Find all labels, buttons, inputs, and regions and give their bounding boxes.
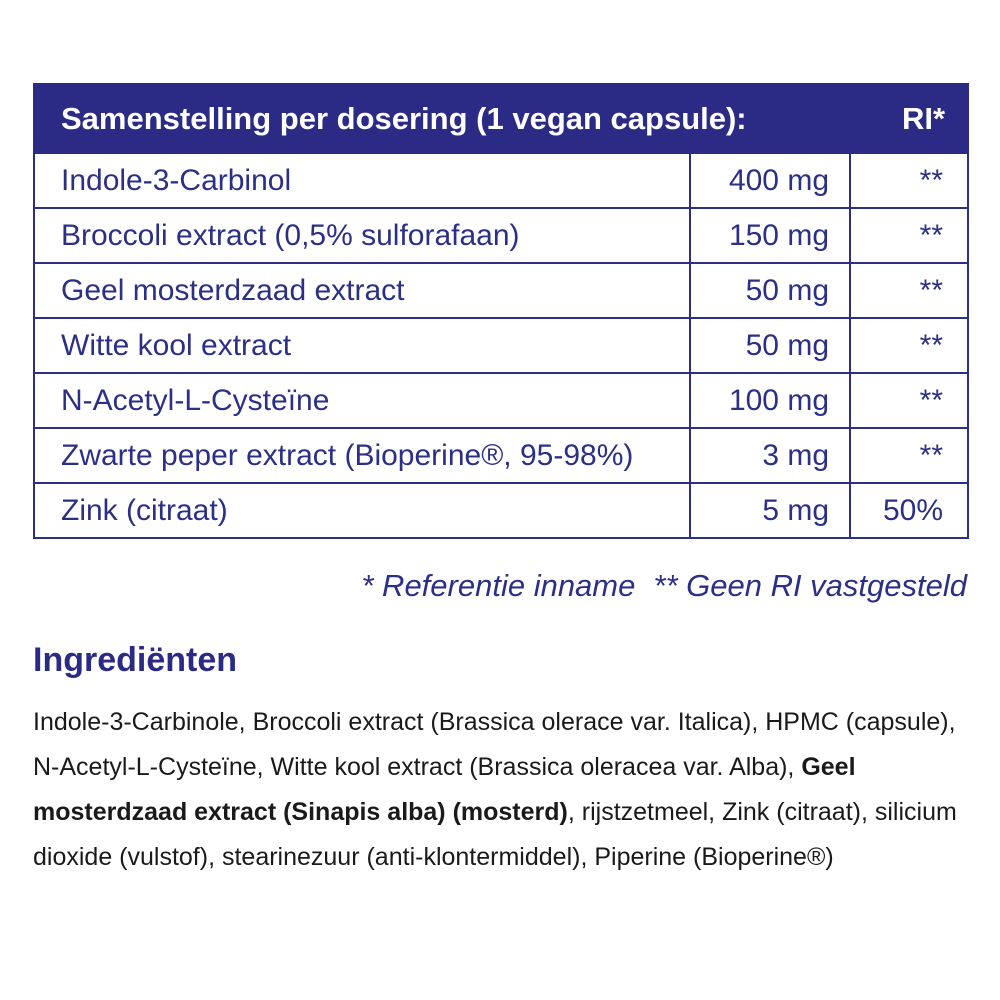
ingredient-ri: **: [850, 263, 968, 318]
table-row: [34, 483, 968, 538]
ingredients-text: [33, 700, 973, 880]
ingredients-text-part1: Indole-3-Carbinole, Broccoli extract (Brassica olerace var. Italica), HPMC (capsule), N-Acetyl-L-Cysteïne, Witte kool extract (Brassica oleracea var. Alba),: [33, 708, 956, 781]
composition-panel: [33, 83, 967, 539]
ingredient-name: Indole-3-Carbinol: [34, 153, 690, 208]
ingredient-amount: 150 mg: [690, 208, 850, 263]
table-row: [34, 208, 968, 263]
table-row: [34, 263, 968, 318]
ingredient-ri: **: [850, 373, 968, 428]
ingredient-ri: **: [850, 318, 968, 373]
ingredient-name: Zwarte peper extract (Bioperine®, 95-98%): [34, 428, 690, 483]
footnote-no-ri: ** Geen RI vastgesteld: [653, 568, 967, 603]
table-row: [34, 373, 968, 428]
table-row: [34, 153, 968, 208]
ingredients-title: Ingrediënten: [33, 641, 238, 679]
ingredient-ri: **: [850, 208, 968, 263]
ingredient-amount: 400 mg: [690, 153, 850, 208]
footnote-ri: * Referentie inname: [361, 568, 636, 603]
ingredient-name: Zink (citraat): [34, 483, 690, 538]
ingredient-amount: 100 mg: [690, 373, 850, 428]
table-header-label: Samenstelling per dosering (1 vegan capsule):: [34, 84, 850, 153]
ingredient-name: N-Acetyl-L-Cysteïne: [34, 373, 690, 428]
ingredients-text-part2: , rijstzetmeel, Zink (citraat), silicium dioxide (vulstof), stearinezuur (anti-klontermiddel), Piperine (Bioperine®): [33, 798, 957, 871]
ingredient-name: Witte kool extract: [34, 318, 690, 373]
table-row: [34, 428, 968, 483]
footnote: [361, 568, 967, 604]
ingredient-name: Broccoli extract (0,5% sulforafaan): [34, 208, 690, 263]
table-row: [34, 318, 968, 373]
ingredient-ri: 50%: [850, 483, 968, 538]
table-header-ri: RI*: [850, 84, 968, 153]
ingredient-name: Geel mosterdzaad extract: [34, 263, 690, 318]
composition-table: [33, 83, 969, 539]
ingredient-amount: 3 mg: [690, 428, 850, 483]
ingredient-amount: 5 mg: [690, 483, 850, 538]
ingredient-ri: **: [850, 153, 968, 208]
ingredient-amount: 50 mg: [690, 263, 850, 318]
table-header-row: [34, 84, 968, 153]
ingredient-amount: 50 mg: [690, 318, 850, 373]
ingredient-ri: **: [850, 428, 968, 483]
ingredients-allergen: Geel mosterdzaad extract (Sinapis alba) (mosterd): [33, 753, 856, 826]
